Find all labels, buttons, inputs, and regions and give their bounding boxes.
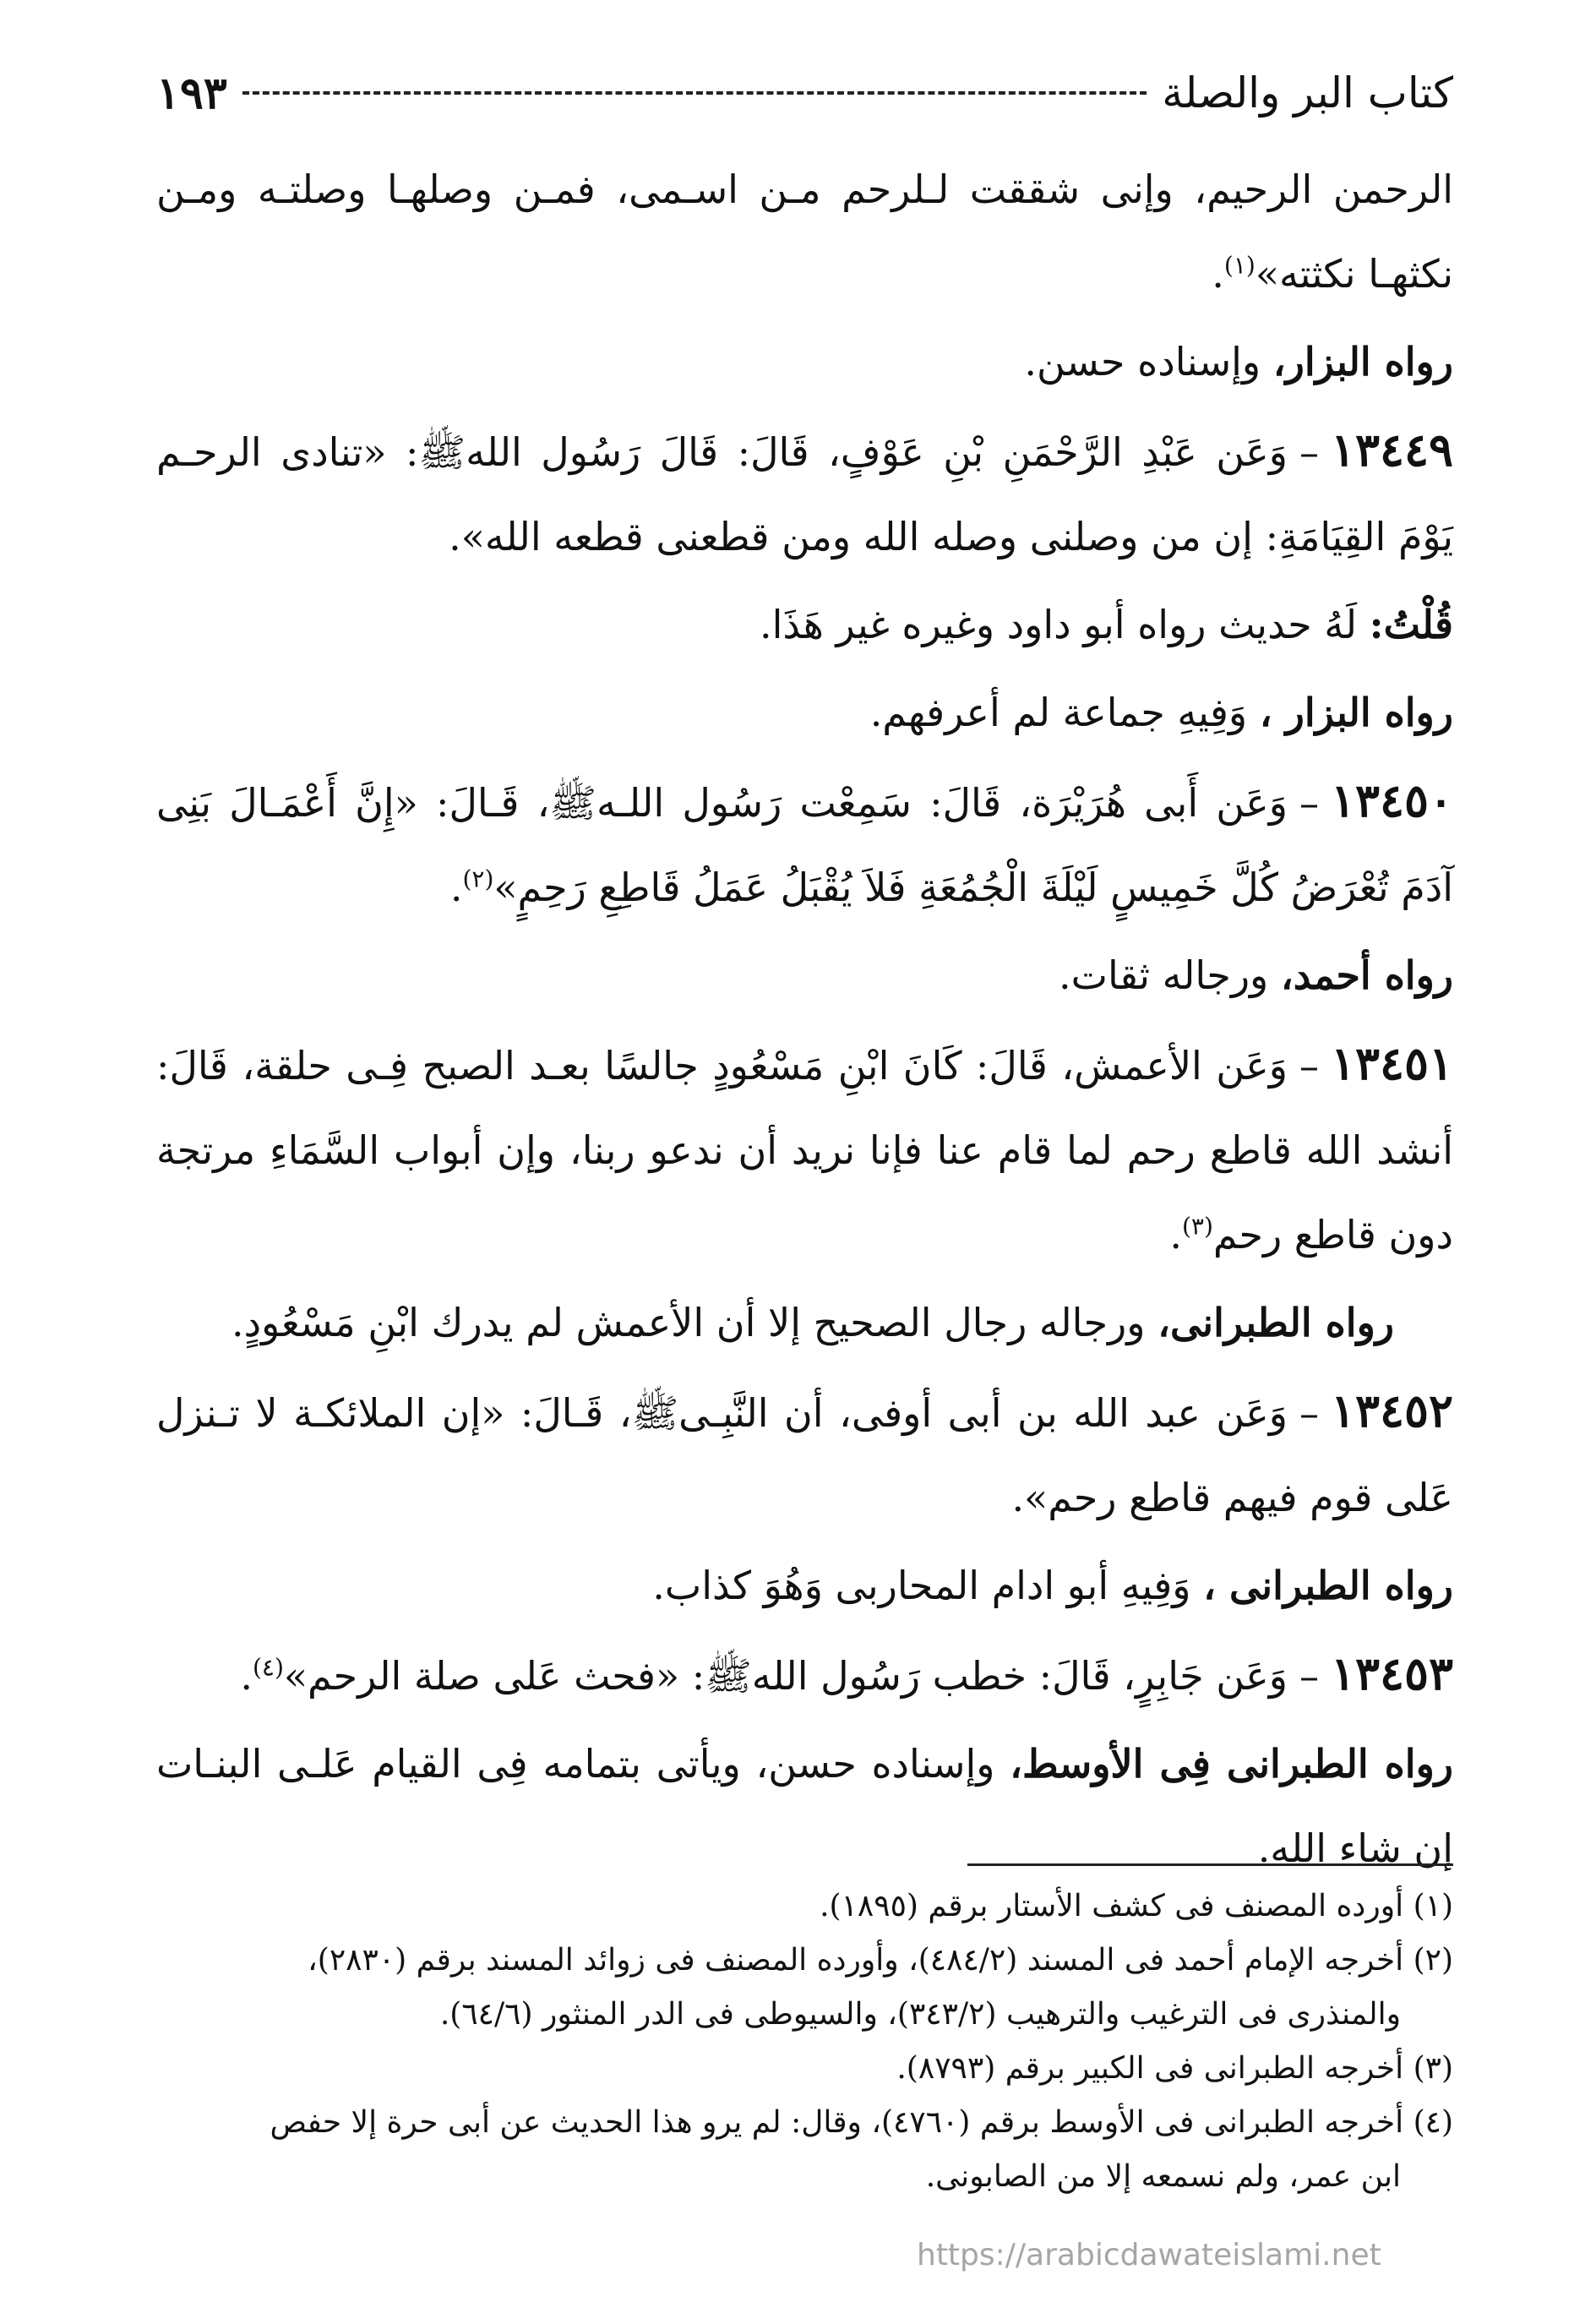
main-text xyxy=(156,147,1453,1891)
paragraph-text: وَعَن جَابِرٍ، قَالَ: خطب رَسُول اللهﷺ: «فحث عَلى صلة الرحم» xyxy=(283,1653,1288,1699)
footnote xyxy=(156,2096,1453,2204)
hadith-number: ١٣٤٥٣ xyxy=(1330,1646,1453,1700)
paragraph-end: . xyxy=(1169,1212,1182,1258)
paragraph xyxy=(156,933,1453,1018)
number-separator: – xyxy=(1299,780,1319,826)
page-number: ١٩٣ xyxy=(156,67,227,119)
paragraph-text: وَعَن أَبى هُرَيْرَة، قَالَ: سَمِعْت رَسُول اللـهﷺ، قَـالَ: «إِنَّ أَعْمَـالَ بَنِى آدَمَ تُعْرَضُ كُلَّ خَمِيسٍ لَيْلَةَ الْجُمُعَةِ فَلاَ يُقْبَلُ عَمَلُ قَاطِعِ رَحِمٍ» xyxy=(156,780,1453,910)
footnote-text: أخرجه الطبرانى فى الكبير برقم (٨٧٩٣). xyxy=(896,2051,1404,2086)
number-separator: – xyxy=(1299,1043,1319,1089)
footnote-continuation: ابن عمر، ولم نسمعه إلا من الصابونى. xyxy=(925,2159,1401,2194)
source-label: رواه البزار ، xyxy=(1259,690,1453,735)
footnote-ref: (٤) xyxy=(252,1653,284,1682)
hadith-paragraph xyxy=(156,1631,1453,1718)
paragraph-text: وَعَن عبد الله بن أبى أوفى، أن النَّبِـىﷺ، قَـالَ: «إن الملائكـة لا تـنزل عَلى قوم فيهم قاطع رحم». xyxy=(156,1390,1453,1520)
footnote-text: أخرجه الطبرانى فى الأوسط برقم (٤٧٦٠)، وقال: لم يرو هذا الحديث عن أبى حرة إلا حفص xyxy=(270,2105,1404,2140)
hadith-number: ١٣٤٥٢ xyxy=(1330,1383,1453,1438)
footnote xyxy=(156,1880,1453,1934)
footnote-ref: (٢) xyxy=(462,865,494,893)
paragraph-end: . xyxy=(449,865,463,910)
paragraph-text: وَعَن عَبْدِ الرَّحْمَنِ بْنِ عَوْفٍ، قَالَ: قَالَ رَسُول اللهﷺ: «تنادى الرحـم يَوْمَ القِيَامَةِ: إن من وصلنى وصله الله ومن قطعنى قطعه الله». xyxy=(156,429,1453,559)
paragraph-text: ورجاله رجال الصحيح إلا أن الأعمش لم يدرك ابْنِ مَسْعُودٍ. xyxy=(231,1300,1146,1345)
hadith-number: ١٣٤٤٩ xyxy=(1330,423,1453,477)
paragraph-text: وَفِيهِ أبو ادام المحاربى وَهُوَ كذاب. xyxy=(652,1563,1191,1608)
hadith-paragraph xyxy=(156,1021,1453,1277)
number-separator: – xyxy=(1299,1390,1319,1436)
hadith-number: ١٣٤٥٠ xyxy=(1330,773,1453,827)
footnote-separator-rule xyxy=(967,1863,1453,1866)
source-label: رواه الطبرانى ، xyxy=(1203,1563,1453,1608)
footnote-rule-wrap xyxy=(156,1863,1453,1866)
paragraph-text: لَهُ حديث رواه أبو داود وغيره غير هَذَا. xyxy=(760,602,1357,647)
paragraph-end: . xyxy=(240,1653,253,1699)
lead-label: قُلْتُ: xyxy=(1369,602,1453,647)
paragraph-text: الرحمن الرحيم، وإنى شققت لـلرحم مـن اسـمى، فمـن وصلهـا وصلتـه ومـن نكثهـا نكثته» xyxy=(156,166,1453,297)
footnote xyxy=(156,2042,1453,2096)
number-separator: – xyxy=(1299,1653,1319,1699)
hadith-paragraph xyxy=(156,407,1453,579)
paragraph xyxy=(156,582,1453,667)
footnotes-section xyxy=(156,1863,1453,2204)
paragraph xyxy=(156,319,1453,404)
footnote-marker: (٣) xyxy=(1413,2051,1453,2086)
footnote-continuation: والمنذرى فى الترغيب والترهيب (٣٤٣/٢)، والسيوطى فى الدر المنثور (٦٤/٦). xyxy=(439,1997,1401,2032)
footnote-marker: (٢) xyxy=(1413,1943,1453,1978)
paragraph-text: وإسناده حسن، ويأتى بتمامه فِى القيام عَلـى البنـات إن شاء الله. xyxy=(156,1741,1453,1871)
paragraph xyxy=(156,1543,1453,1628)
hadith-paragraph xyxy=(156,758,1453,930)
hadith-number: ١٣٤٥١ xyxy=(1330,1036,1453,1090)
book-page xyxy=(156,51,1453,2282)
source-label: رواه الطبرانى فِى الأوسط، xyxy=(1010,1741,1453,1787)
footnote-text: أورده المصنف فى كشف الأستار برقم (١٨٩٥). xyxy=(820,1889,1404,1923)
source-label: رواه أحمد، xyxy=(1280,952,1453,998)
paragraph xyxy=(156,1280,1453,1365)
footnote-ref: (١) xyxy=(1223,251,1256,280)
hadith-paragraph xyxy=(156,1368,1453,1540)
paragraph xyxy=(156,670,1453,755)
paragraph-text: وَفِيهِ جماعة لم أعرفهم. xyxy=(869,690,1248,735)
footnote-text: أخرجه الإمام أحمد فى المسند (٤٨٤/٢)، وأورده المصنف فى زوائد المسند برقم (٢٨٣٠)، xyxy=(308,1943,1404,1978)
source-label: رواه الطبرانى، xyxy=(1158,1300,1394,1345)
page-header xyxy=(156,59,1453,127)
footnote-ref: (٣) xyxy=(1181,1212,1213,1241)
footnote-marker: (١) xyxy=(1413,1889,1453,1923)
paragraph-text: ورجاله ثقات. xyxy=(1059,952,1269,998)
footnote xyxy=(156,1934,1453,2042)
source-label: رواه البزار، xyxy=(1272,339,1453,385)
chapter-title: كتاب البر والصلة xyxy=(1162,68,1453,117)
paragraph xyxy=(156,147,1453,316)
footnote-marker: (٤) xyxy=(1413,2105,1453,2140)
watermark-url: https://arabicdawateislami.net xyxy=(917,2238,1381,2273)
paragraph-end: . xyxy=(1212,251,1224,297)
number-separator: – xyxy=(1299,429,1319,475)
paragraph-text: وإسناده حسن. xyxy=(1024,339,1261,385)
header-dashed-rule xyxy=(242,91,1147,95)
paragraph-text: وَعَن الأعمش، قَالَ: كَانَ ابْنِ مَسْعُودٍ جالسًا بعـد الصبح فِـى حلقة، قَالَ: أنشد الله قاطع رحم لما قام عنا فإنا نريد أن ندعو ربنا، وإن أبواب السَّمَاءِ مرتجة دون قاطع رحم xyxy=(156,1043,1453,1258)
